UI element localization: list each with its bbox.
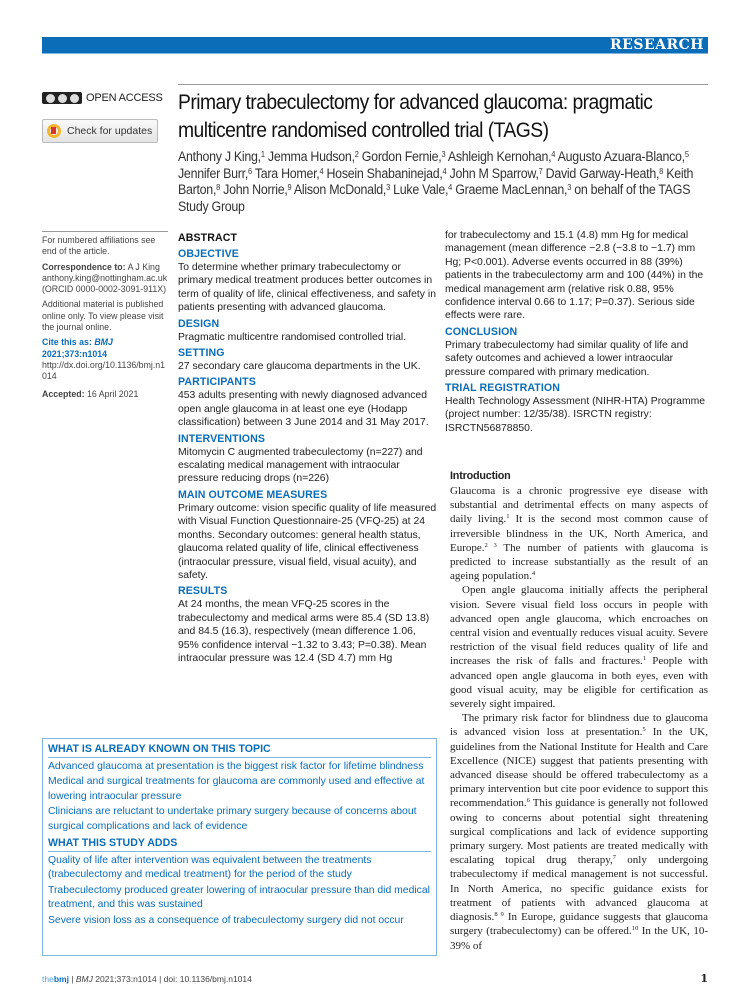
- summary-box: [42, 738, 437, 956]
- summary-point: Severe vision loss as a consequence of trabeculectomy surgery did not occur: [48, 914, 404, 926]
- abstract-section-text: Mitomycin C augmented trabeculectomy (n=227) and escalating medical management with intraocular pressure reducing drops (n=226): [178, 446, 423, 485]
- abstract-section-text: 27 secondary care glaucoma departments in the UK.: [178, 361, 421, 373]
- correspondence: [42, 262, 168, 296]
- abstract-section-heading: INTERVENTIONS: [178, 432, 266, 445]
- abstract-section-text: Primary outcome: vision specific quality of life measured with Visual Function Questionnaire-25 (VFQ-25) at 24 months. Secondary outcomes: general health status, glaucoma related quality of life, clinical effectiveness (intraocular pressure, visual field, visual acuity), and safety.: [178, 502, 437, 581]
- text-run: In the UK, 10-39% of: [450, 925, 708, 952]
- page-number: 1: [700, 972, 708, 985]
- intro-paragraph: [450, 583, 708, 711]
- orcid[interactable]: (ORCID 0000-0002-3091-911X): [42, 284, 167, 295]
- accepted-date: [42, 389, 168, 400]
- citation-ref: 6: [526, 797, 530, 805]
- footer-journal: BMJ: [75, 974, 93, 984]
- abstract-section-heading: TRIAL REGISTRATION: [445, 382, 560, 395]
- author: John M Sparrow: [449, 165, 536, 181]
- citation-ref: 1: [506, 513, 510, 521]
- text-run: Open angle glaucoma initially affects the peripheral vision. Severe visual field loss occurs in people with advanced open angle glaucoma, which encroaches on central vision and eventually reduces visual acuity. Severe restriction of the visual field reduces quality of life and increases the risk of falls and fractures.: [450, 584, 708, 668]
- citation-ref: 8 9: [494, 911, 504, 919]
- abstract-heading: ABSTRACT: [178, 232, 238, 244]
- author-affiliation: 1: [260, 150, 265, 159]
- open-access-badge: [42, 92, 163, 104]
- summary-point: Medical and surgical treatments for glaucoma are commonly used and effective at lowering intraocular pressure: [48, 776, 425, 802]
- abstract-section-heading: PARTICIPANTS: [178, 376, 256, 389]
- citation-ref: 1: [642, 655, 647, 663]
- correspondence-name: A J King: [127, 261, 160, 272]
- text-run: In the UK, guidelines from the National Institute for Health and Care Excellence (NICE) suggest that patients presenting with advanced disease should be offered trabeculectomy as a primary intervention but cite poor evidence to support this recommendation.: [450, 726, 708, 810]
- author: Anthony J King: [178, 149, 258, 164]
- abstract-column-1: [178, 231, 438, 666]
- abstract-section-text: for trabeculectomy and 15.1 (4.8) mm Hg for medical management (mean difference −2.8 (−3.8 to −1.7) mm Hg; P<0.001). Adverse events occurred in 88 (39%) patients in the trabeculectomy arm and 100 (44%) in the medical management arm (relative risk 0.88, 95% confidence interval 0.66 to 1.17; P=0.37). Serious side effects were rare.: [445, 230, 704, 322]
- footer-ref: 2021;373:n1014 | doi: 10.1136/bmj.n1014: [95, 974, 252, 984]
- check-updates-label: Check for updates: [67, 125, 153, 137]
- abstract-column-2: [445, 229, 710, 436]
- additional-material-note: Additional material is published online only. To view please visit the journal online.: [42, 299, 164, 333]
- intro-paragraph: [450, 484, 708, 583]
- text-run: The number of patients with glaucoma is predicted to increase substantially as the result of an ageing population.: [450, 541, 708, 583]
- author-affiliation: 6: [248, 166, 252, 176]
- author-affiliation: 7: [538, 166, 543, 176]
- text-run: It is the second most common cause of irreversible blindness in the UK, North America, and Europe.: [450, 513, 708, 554]
- text-run: Glaucoma is a chronic progressive eye disease with substantial and detrimental effects on many aspects of daily living.: [450, 485, 708, 526]
- adds-heading: WHAT THIS STUDY ADDS: [48, 835, 431, 852]
- journal-logo-the: the: [42, 974, 54, 984]
- author-affiliation: 2: [354, 150, 359, 159]
- abstract-section-heading: CONCLUSION: [445, 325, 518, 338]
- abstract-section-heading: SETTING: [178, 347, 225, 360]
- author-affiliation: 4: [551, 150, 556, 159]
- cite-label: Cite this as:: [42, 337, 92, 348]
- text-run: The primary risk factor for blindness due to glaucoma is advanced vision loss at presentation.: [450, 712, 708, 739]
- author-affiliation: 8: [659, 166, 664, 176]
- cite-journal: BMJ: [94, 337, 113, 348]
- author: Hosein Shabaninejad: [326, 165, 440, 181]
- abstract-section-text: At 24 months, the mean VFQ-25 scores in the trabeculectomy and medical arms were 85.4 (SD 13.8) and 84.5 (16.3), respectively (mean difference 1.06, 95% confidence interval −1.32 to 3.43; P=0.38). Mean intraocular pressure was 12.4 (SD 4.7) mm Hg: [178, 599, 430, 664]
- author: Ashleigh Kernohan: [447, 149, 549, 164]
- author: John Norrie: [223, 182, 285, 198]
- article-title: Primary trabeculectomy for advanced glaucoma: pragmatic multicentre randomised controlled trial (TAGS): [178, 91, 653, 142]
- accepted-label: Accepted:: [42, 388, 85, 399]
- summary-point: Trabeculectomy produced greater lowering of intraocular pressure than did medical treatment, and this was sustained: [48, 884, 430, 911]
- creative-commons-icon: [42, 92, 82, 104]
- divider: [178, 84, 708, 85]
- introduction-section: [450, 469, 708, 953]
- author-affiliation: 4: [448, 183, 453, 193]
- accepted-value: 16 April 2021: [86, 388, 139, 399]
- summary-point: Quality of life after intervention was equivalent between the treatments (trabeculectomy and medical treatment) for the period of the study: [48, 855, 372, 881]
- citation-ref: 7: [612, 854, 617, 862]
- abstract-section-text: Pragmatic multicentre randomised controlled trial.: [178, 331, 407, 343]
- citation-ref: 5: [642, 726, 646, 734]
- abstract-section-text: To determine whether primary trabeculectomy or primary medical treatment produces better outcomes in term of quality of life, clinical effectiveness, and safety in patients presenting with advanced glaucoma.: [178, 262, 436, 314]
- citation-ref: 4: [531, 570, 536, 578]
- footer-citation: thebmj | BMJ 2021;373:n1014 | doi: 10.1136/bmj.n1014: [42, 974, 252, 984]
- author-list: Anthony J King,$^1$ Jemma Hudson,$^2$ Gordon Fernie,$^3$ Ashleigh Kernohan,$^4$ Augusto Azuara-Blanco,$^5$ Jennifer Burr,$^6$ Tara Homer,$^4$ Hosein Shabaninejad,$^4$ John M Sparrow,$^7$ David Garway-Heath,$^8$ Keith Barton,$^8$ John Norrie,$^9$ Alison McDonald,$^3$ Luke Vale,$^4$ Graeme MacLennan,$^3$ on behalf of the TAGS Study Group: [178, 149, 694, 214]
- abstract-section-text: Primary trabeculectomy had similar quality of life and safety outcomes and achieved a lower intraocular pressure compared with primary medication.: [445, 339, 689, 378]
- affiliations-note: For numbered affiliations see end of the article.: [42, 235, 156, 257]
- authors-suffix: on behalf of the TAGS Study Group: [178, 182, 691, 214]
- author: Tara Homer: [254, 165, 317, 181]
- summary-point: Clinicians are reluctant to undertake primary surgery because of concerns about surgical complications and lack of evidence: [48, 806, 417, 832]
- doi-link[interactable]: http://dx.doi.org/10.1136/bmj.n1014: [42, 359, 166, 382]
- author-affiliation: 4: [442, 166, 447, 176]
- abstract-section-text: 453 adults presenting with newly diagnosed advanced open angle glaucoma in at least one eye (Hodapp classification) between 3 June 2014 and 31 May 2017.: [178, 390, 429, 429]
- citation: [42, 337, 168, 382]
- article-info-sidebar: [42, 231, 168, 404]
- author: Graeme MacLennan: [455, 182, 565, 198]
- correspondence-email[interactable]: anthony.king@nottingham.ac.uk: [42, 272, 168, 283]
- author-affiliation: 8: [216, 183, 220, 193]
- journal-logo-bmj: bmj: [53, 974, 69, 984]
- text-run: This guidance is generally not followed owing to concerns about potential sight threatening surgical complications and lack of evidence supporting primary surgery. Most patients are treated medically with escalating topical drug therapy,: [450, 797, 708, 867]
- text-run: People with advanced open angle glaucoma in both eyes, even with good visual acuity, may be eligible for certification as severely sight impaired.: [450, 655, 708, 711]
- author: Keith Barton: [178, 165, 694, 198]
- author: Augusto Azuara-Blanco: [557, 149, 682, 164]
- introduction-heading: Introduction: [450, 470, 511, 482]
- abstract-section-heading: DESIGN: [178, 317, 220, 330]
- check-for-updates-button[interactable]: [42, 119, 158, 143]
- correspondence-label: Correspondence to:: [42, 261, 126, 272]
- author-affiliation: 5: [684, 150, 689, 159]
- open-access-label: OPEN ACCESS: [86, 92, 163, 104]
- abstract-section-heading: MAIN OUTCOME MEASURES: [178, 488, 328, 501]
- author-affiliation: 3: [567, 183, 572, 193]
- author: David Garway-Heath: [545, 165, 656, 181]
- citation-ref: 10: [631, 925, 639, 933]
- summary-point: Advanced glaucoma at presentation is the biggest risk factor for lifetime blindness: [48, 761, 424, 772]
- intro-paragraph: [450, 711, 708, 952]
- crossmark-icon: [47, 124, 61, 138]
- text-run: In Europe, guidance suggests that glaucoma surgery (trabeculectomy) can be offered.: [450, 911, 708, 938]
- abstract-section-text: Health Technology Assessment (NIHR-HTA) Programme (project number: 12/35/38). ISRCTN registry: ISRCTN56878850.: [445, 396, 706, 434]
- author-affiliation: 3: [386, 183, 390, 193]
- abstract-section-heading: OBJECTIVE: [178, 248, 239, 260]
- author: Gordon Fernie: [361, 149, 439, 164]
- abstract-section-heading: RESULTS: [178, 585, 228, 598]
- author: Jemma Hudson: [267, 149, 352, 164]
- author: Alison McDonald: [293, 182, 383, 198]
- author-affiliation: 9: [287, 183, 292, 193]
- cite-ref: 2021;373:n1014: [42, 348, 108, 359]
- author: Jennifer Burr: [178, 165, 245, 181]
- author-affiliation: 4: [319, 166, 324, 176]
- author: Luke Vale: [393, 182, 445, 198]
- section-banner: [42, 37, 708, 54]
- known-heading: WHAT IS ALREADY KNOWN ON THIS TOPIC: [48, 741, 431, 758]
- author-affiliation: 3: [441, 150, 446, 159]
- section-label: RESEARCH: [610, 37, 704, 53]
- citation-ref: 2 3: [484, 541, 497, 549]
- text-run: only undergoing trabeculectomy if medical management is not successful. In North America, no specific guidance exists for treatment of patients with advanced glaucoma at diagnosis.: [450, 854, 708, 924]
